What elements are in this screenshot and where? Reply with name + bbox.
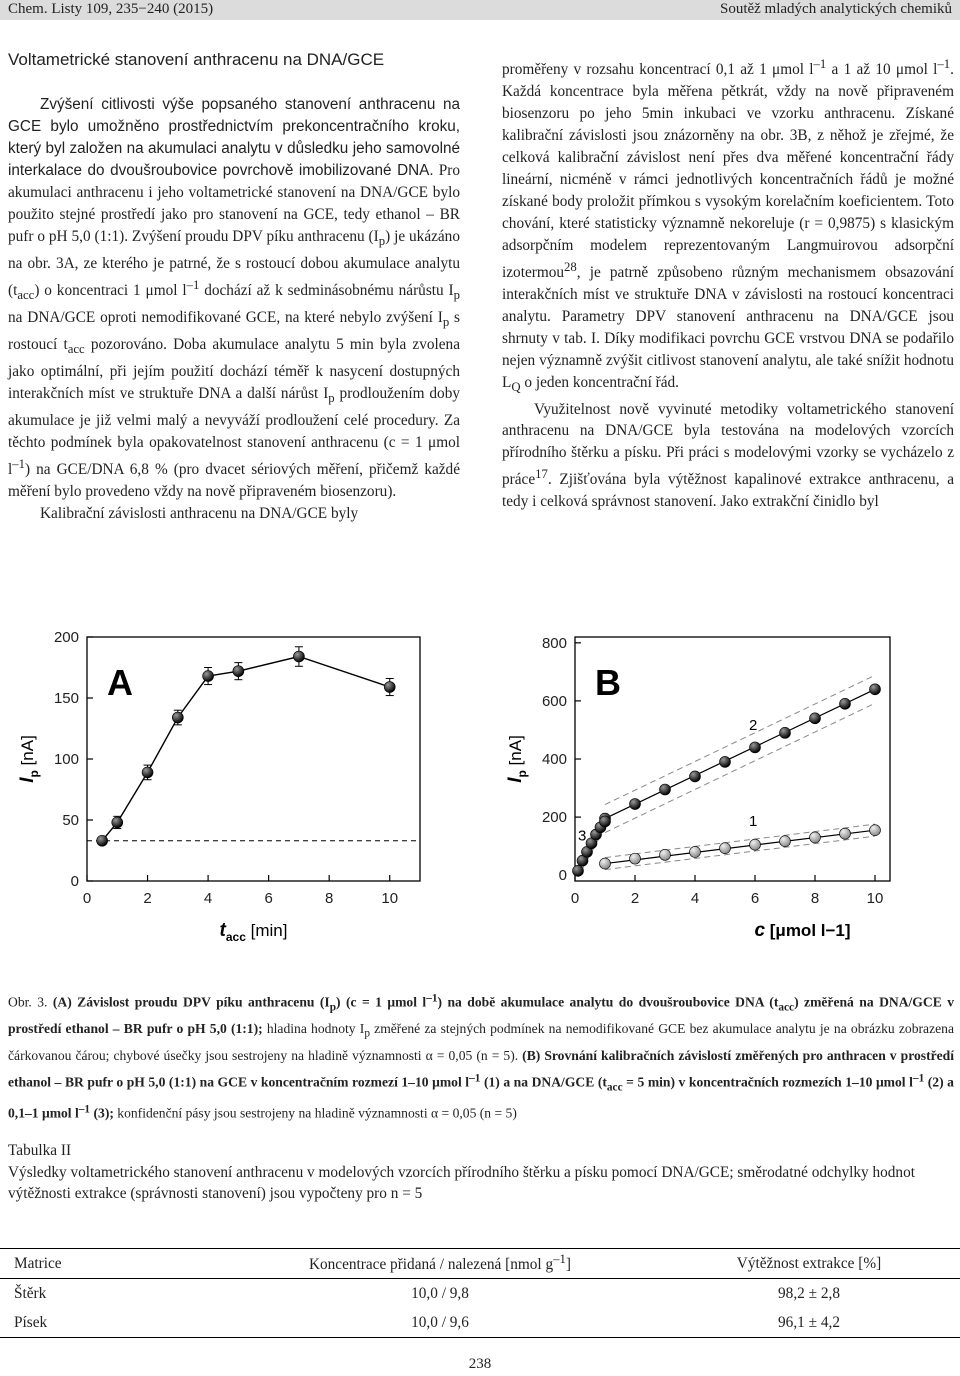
y-tick-label: 50 <box>62 812 79 829</box>
y-axis-label: $I_p$ [nA] <box>17 735 41 783</box>
chart-b <box>480 615 960 955</box>
data-point <box>810 713 821 724</box>
x-tick-label: 0 <box>82 890 92 907</box>
y-tick-label: 200 <box>541 809 567 827</box>
y-tick-label: 150 <box>53 690 79 707</box>
table-header-row <box>0 1249 960 1279</box>
paragraph: Využitelnost nově vyvinuté metodiky voltametrického stanovení anthracenu na DNA/GCE byla testována na modelových vzorcích přírodního štěrku a písku. Při práci s modelovými vzorky se vycházelo z práce$^{17}$. Zjišťována byla výtěžnost kapalinové extrakce anthracenu, a tedy i celková správnost stanovení. Jako extrakční činidlo byl <box>502 400 954 511</box>
data-point <box>840 698 851 709</box>
y-tick-label: 0 <box>70 873 79 890</box>
data-point <box>293 651 304 662</box>
x-tick-label: 8 <box>325 890 334 907</box>
x-tick-label: 6 <box>750 890 760 907</box>
left-column <box>8 94 460 525</box>
confidence-band <box>605 703 875 832</box>
figure-caption: Obr. 3. (A) Závislost proudu DPV píku anthracenu $(I_p) (c = 1$ μmol $l^{-1}$) na době akumulace analytu do dvoušroubovice DNA $(t_{acc})$ změřená na DNA/GCE v prostředí ethanol – BR pufr o pH 5,0 (1:1); hladina hodnoty $I_p$ změřené za stejných podmínek na nemodifikované GCE bez akumulace analytu je na obrázku zobrazena čárkovanou čárou; chybové úsečky jsou sestrojeny na hladině významnosti α = 0,05 (n = 5). (B) Srovnání kalibračních závislostí změřených pro anthracen v prostředí ethanol – BR pufr o pH 5,0 (1:1) na GCE v koncentračním rozmezí 1–10 μmol $l^{-1}$ (1) a na DNA/GCE ($t_{acc} = 5$ min) v koncentračních rozmezích 1–10 μmol $l^{-1}$ (2) a 0,1–1 μmol $l^{-1}$ (3); konfidenční pásy jsou sestrojeny na hladině významnosti α = 0,05 (n = 5) <box>8 992 954 1121</box>
x-tick-label: 2 <box>630 890 640 907</box>
plot-frame <box>87 637 420 881</box>
results-table <box>0 1248 960 1338</box>
data-point <box>780 836 791 847</box>
data-point <box>573 865 584 876</box>
data-point <box>750 839 761 850</box>
series-line <box>102 657 390 841</box>
x-axis-label: c [μmol l−1] <box>754 920 851 941</box>
table-cell: 96,1 ± 4,2 <box>778 1313 840 1331</box>
data-point <box>172 712 183 723</box>
chart-a <box>0 615 480 955</box>
data-point <box>233 666 244 677</box>
x-tick-label: 8 <box>810 890 820 907</box>
series-label: 1 <box>749 812 758 830</box>
section-name: Soutěž mladých analytických chemiků <box>719 1 952 17</box>
data-point <box>840 828 851 839</box>
series-label: 3 <box>578 827 587 845</box>
paragraph: Kalibrační závislosti anthracenu na DNA/GCE byly <box>40 504 359 522</box>
data-point <box>384 682 395 693</box>
table-row <box>0 1308 960 1338</box>
data-point <box>600 858 611 869</box>
x-axis-label: $t_{acc}$ [min] <box>219 920 288 944</box>
y-tick-label: 0 <box>558 867 567 885</box>
y-tick-label: 100 <box>53 751 79 768</box>
x-tick-label: 10 <box>866 890 884 907</box>
paragraph: Zvýšení citlivosti výše popsaného stanovení anthracenu na GCE bylo umožněno prostřednictvím prekoncentračního kroku, který byl založen na akumulaci analytu v důsledku jeho samovolné interkalace do dvoušroubovice povrchově imobilizované DNA. Pro akumulaci anthracenu i jeho voltametrické stanovení na DNA/GCE bylo použito stejné prostředí jako pro stanovení na GCE, tedy ethanol – BR pufr o pH 5,0 (1:1). Zvýšení proudu DPV píku anthracenu $(I_p)$ je ukázáno na obr. 3A, ze kterého je patrné, že s rostoucí dobou akumulace analytu $(t_{acc})$ o koncentraci 1 μmol $l^{-1}$ dochází až k sedminásobnému nárůstu $I_p$ na DNA/GCE oproti nemodifikované GCE, na které nebylo zvýšení $I_p$ s rostoucí $t_{acc}$ pozorováno. Doba akumulace analytu 5 min byla zvolena jako optimální, při jejím použití dochází téměř k nasycení dostupných interakčních míst ve struktuře DNA a další nárůst $I_p$ prodloužením doby akumulace je již velmi malý a nevyváží prodloužení celé procedury. Za těchto podmínek byla opakovatelnost stanovení anthracenu (c = 1 μmol $l^{-1}$) na GCE/DNA 6,8 % (pro dvacet sériových měření, přičemž každé měření bylo provedeno vždy na nově připraveném biosenzoru). <box>8 96 461 500</box>
x-tick-label: 6 <box>264 890 273 907</box>
table-cell: Písek <box>14 1313 48 1331</box>
data-point <box>690 771 701 782</box>
plot-frame <box>575 637 890 881</box>
table-cell: 10,0 / 9,8 <box>411 1284 469 1302</box>
data-point <box>600 816 611 827</box>
data-point <box>660 784 671 795</box>
y-tick-label: 600 <box>541 692 567 710</box>
table-header: Výtěžnost extrakce [%] <box>736 1254 882 1272</box>
data-point <box>810 832 821 843</box>
data-point <box>720 843 731 854</box>
data-point <box>630 853 641 864</box>
x-tick-label: 2 <box>143 890 152 907</box>
x-tick-label: 4 <box>690 890 700 907</box>
table-header: Koncentrace přidaná / nalezená [nmol $g^{-1}$] <box>308 1252 572 1274</box>
table-cell: 98,2 ± 2,8 <box>778 1284 840 1302</box>
table-description: Výsledky voltametrického stanovení anthracenu v modelových vzorcích přírodního štěrku a písku pomocí DNA/GCE; směrodatné odchylky hodnot výtěžnosti extrakce (správnosti stanovení) jsou vypočteny pro n = 5 <box>8 1163 915 1202</box>
panel-label: B <box>595 662 621 703</box>
table-cell: 10,0 / 9,6 <box>411 1313 469 1331</box>
table-caption <box>8 1140 954 1205</box>
page-number: 238 <box>468 1356 492 1372</box>
data-point <box>630 799 641 810</box>
table-header: Matrice <box>14 1254 62 1272</box>
table-row <box>0 1279 960 1309</box>
data-point <box>203 671 214 682</box>
data-point <box>660 849 671 860</box>
y-axis-label: $I_p$ [nA] <box>505 735 529 783</box>
section-title: Voltametrické stanovení anthracenu na DNA/GCE <box>8 50 385 69</box>
table-title: Tabulka II <box>8 1142 72 1159</box>
y-tick-label: 400 <box>541 751 567 768</box>
data-point <box>870 825 881 836</box>
series-label: 2 <box>749 716 758 734</box>
panel-label: A <box>107 662 133 703</box>
x-tick-label: 4 <box>203 890 213 907</box>
data-point <box>750 742 761 753</box>
data-point <box>720 756 731 767</box>
x-tick-label: 0 <box>570 890 580 907</box>
table-cell: Štěrk <box>14 1284 47 1302</box>
running-header <box>0 0 960 20</box>
y-tick-label: 200 <box>53 629 79 646</box>
data-point <box>870 684 881 695</box>
journal-citation: Chem. Listy 109, 235−240 (2015) <box>8 1 214 17</box>
data-point <box>112 817 123 828</box>
y-tick-label: 800 <box>541 634 567 652</box>
data-point <box>142 767 153 778</box>
x-tick-label: 10 <box>381 890 399 907</box>
right-column <box>502 54 954 513</box>
regression-line <box>605 830 875 863</box>
paragraph: proměřeny v rozsahu koncentrací 0,1 až 1 μmol $l^{-1}$ a 1 až 10 μmol $l^{-1}$. Každá koncentrace byla měřena pětkrát, vždy na nově připraveném biosenzoru po jeho 5min inkubaci ve vzorku anthracenu. Získané kalibrační závislosti jsou znázorněny na obr. 3B, z něhož je zřejmé, že celková kalibrační závislost není přes dva měřené koncentrační řády lineární, nicméně v rámci jednotlivých koncentračních řádů je možné získané body proložit přímkou s vysokým korelačním koeficientem. Toto chování, které statisticky významně nekoreluje (r = 0,9875) s klasickým adsorpčním modelem reprezentovaným Langmuirovou adsorpční izotermou$^{28}$, je patrně způsobeno různým mechanismem obsazování interakčních míst ve struktuře DNA v závislosti na rostoucí koncentraci analytu. Parametry DPV stanovení anthracenu na DNA/GCE jsou shrnuty v tab. I. Díky modifikaci povrchu GCE vrstvou DNA se podařilo nejen významně zvýšit citlivost stanovení analytu, ale také snížit hodnotu $L_Q$ o jeden koncentrační řád. <box>502 57 954 394</box>
data-point <box>97 835 108 846</box>
data-point <box>780 727 791 738</box>
regression-line <box>605 689 875 818</box>
data-point <box>690 846 701 857</box>
confidence-band <box>605 675 875 804</box>
